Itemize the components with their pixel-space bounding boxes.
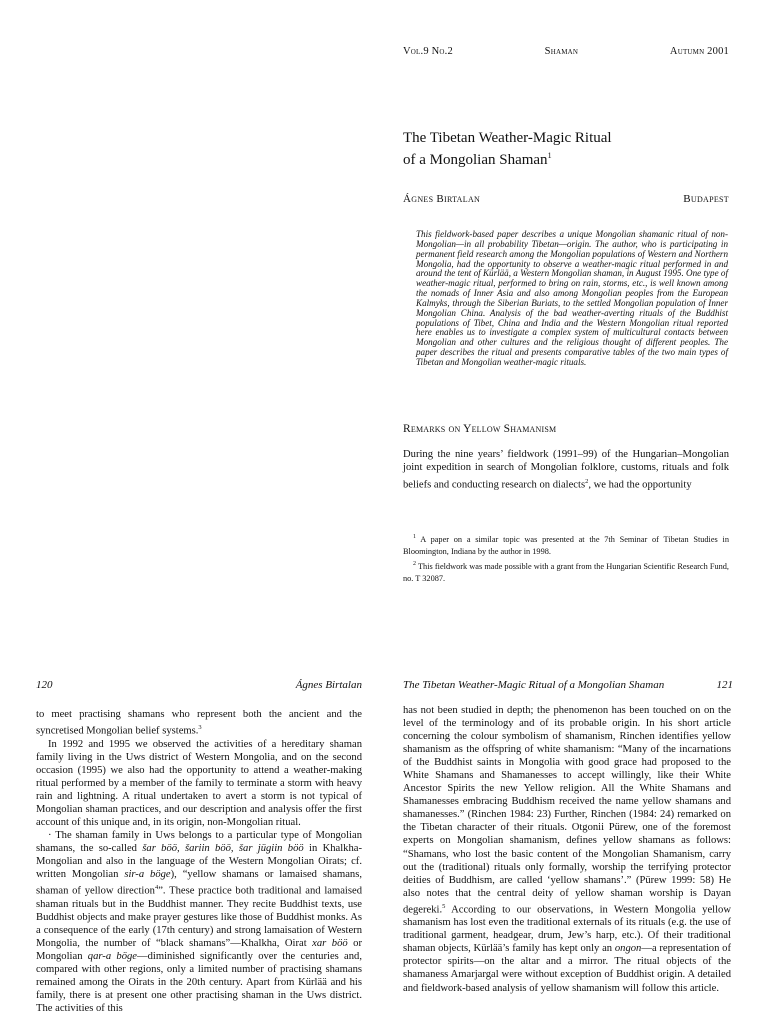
author-line bbox=[403, 193, 729, 205]
journal-issue: Autumn 2001 bbox=[669, 46, 729, 57]
right-running-title: The Tibetan Weather-Magic Ritual of a Mongolian Shaman bbox=[403, 679, 665, 691]
right-page-body bbox=[403, 704, 731, 995]
left-p3-text-d: ”. These practice both traditional and lamaised shaman rituals but in the Buddhist manner. They recite Buddhist texts, use Buddhist objects and make prayer gestures like those of Buddhist monks. As a consequence of the early (17th century) and strong lamaisation of Western Mongolia, the number of “black shamans”—Khalkha, Oirat bbox=[36, 885, 362, 949]
title-footnote-mark: 1 bbox=[547, 151, 552, 160]
running-head bbox=[403, 46, 729, 57]
right-text-c: —a representation of protector spirits—on the altar and a mirror. The ritual objects of the shamaness Amarjargal were without exception of Buddhist origin. A detailed and fieldwork-based analysis of yellow shamanism will follow this article. bbox=[403, 943, 731, 994]
author-name: Ágnes Birtalan bbox=[403, 193, 481, 205]
left-paragraph-2: In 1992 and 1995 we observed the activities of a hereditary shaman family living in the Uws district of Western Mongolia, and on the second occasion (1995) we also had the opportunity to attend a weather-making ritual performed by a member of the family to terminate a storm with heavy rain and lightning. A ritual undertaken to avert a storm is not typical of Mongolian shaman practices, and our description and analysis offer the first account of this unique and, in its origin, non-Mongolian ritual. bbox=[36, 738, 362, 828]
left-p3-text-c: ), “yellow shamans or lamaised shamans, shaman of yellow direction bbox=[36, 869, 363, 897]
article-title-line2: of a Mongolian Shaman bbox=[403, 152, 548, 168]
left-page-number: 120 bbox=[36, 679, 53, 691]
right-text-b: According to our observations, in Western Mongolia yellow shamanism has lost even the traditional externals of its rituals (e.g. the use of traditional garment, headgear, drum, Jew’s harp, etc.). Of their traditional shaman objects, Kürlää’s family has kept only an bbox=[403, 904, 731, 955]
footnote-1-mark: 1 bbox=[413, 534, 416, 540]
section-heading: Remarks on Yellow Shamanism bbox=[403, 423, 557, 435]
article-title-line1: The Tibetan Weather-Magic Ritual bbox=[403, 130, 612, 146]
left-p3-text-e: or Mongolian bbox=[36, 937, 362, 962]
term-xar-boo: xar böö bbox=[312, 937, 348, 949]
author-affiliation: Budapest bbox=[683, 193, 729, 205]
left-p3-text-f: —diminished significantly over the centuries and, compared with other regions, only a limited number of practising shamans remained among the Oirats in the 20th century. Apart from Kürlää and his family, there is at present one other practising shaman in the Uws district. The activities of this bbox=[36, 950, 362, 1015]
footnote-1 bbox=[403, 531, 729, 558]
footnote-2 bbox=[403, 558, 729, 585]
footnote-ref-5: 5 bbox=[442, 902, 446, 910]
left-running-author: Ágnes Birtalan bbox=[295, 679, 362, 691]
abstract: This fieldwork-based paper describes a unique Mongolian shamanic ritual of non-Mongolian—in all probability Tibetan—origin. The author, who is participating in permanent field research among the Mongolian populations of Western and Northern Mongolia, had the opportunity to observe a weather-magic ritual performed in and around the tent of Kürlää, a Western Mongolian shaman, in August 1995. One type of weather-magic ritual, performed to bring on rain, storms, etc., is well known among the nomads of Inner Asia and also among Mongolian peoples from the European Kalmyks, through the Siberian Buriats, to the settled Mongolian population of Inner Mongolian China. Analysis of the bad weather-averting rituals of the Buddhist populations of Tibet, China and India and the Western Mongolian ritual reported here enables us to investigate a complex system of multicultural contacts between Mongolian and other cultures and the religious thought of different peoples. The paper describes the ritual and presents comparative tables of the two main types of Tibetan and Mongolian weather-magic rituals. bbox=[416, 229, 728, 367]
intro-paragraph bbox=[403, 448, 729, 491]
right-page-header bbox=[403, 679, 733, 691]
footnote-ref-2: 2 bbox=[585, 477, 589, 485]
footnote-2-mark: 2 bbox=[413, 560, 416, 567]
left-paragraph-1 bbox=[36, 708, 362, 738]
term-qar-a-boge: qar-a böge bbox=[87, 950, 137, 962]
term-sir-a-boge: sir-a böge bbox=[124, 869, 171, 881]
right-text-a: has not been studied in depth; the phenomenon has been touched on on the level of the terminology and of its probable origin. In his short article concerning the colour symbolism of shamanism, Rinchen identifies yellow shamanism as the offspring of white shamanism: “Many of the incarnations of the Buddhist saints in Mongolia with good grace had proposed to the White Shamans and Shamanesses to accept willingly, like their White Ancestor Spirits the new Yellow religion. All the White Shamans and Shamanesses embracing Buddhism received the name yellow shamans and shamanesses.” (Rinchen 1984: 23) Further, Rinchen (1984: 24) remarked on the Tibetan character of their rituals. Otgonii Pürew, one of the foremost experts on Mongolian shamanism, defines yellow shamans as follows: “Shamans, who lost the basic content of the Mongolian Shamanism, carry out the (traditional) rituals only formally, worship the terrifying protector deities of Buddhism, are called ‘yellow shamans’.” (Pürew 1999: 58) He also notes that the central deity of yellow shaman worship is Dayan degereki. bbox=[403, 705, 731, 916]
footnote-ref-4: 4 bbox=[154, 884, 159, 892]
left-page-header bbox=[36, 679, 362, 691]
footnote-ref-3: 3 bbox=[198, 724, 202, 732]
left-p3-text-a: · The shaman family in Uws belongs to a particular type of Mongolian shamans, the so-called bbox=[36, 829, 362, 854]
footnotes bbox=[403, 531, 729, 585]
footnote-2-text: This fieldwork was made possible with a grant from the Hungarian Scientific Research Fund, no. T 32087. bbox=[403, 561, 729, 583]
footnote-1-text: A paper on a similar topic was presented at the 7th Seminar of Tibetan Studies in Bloomington, Indiana by the author in 1998. bbox=[403, 534, 729, 556]
left-p3-text-b: in Khalkha-Mongolian and also in the language of the Western Mongolian Oirats; cf. written Mongolian bbox=[36, 843, 362, 881]
journal-name: Shaman bbox=[544, 46, 579, 57]
left-paragraph-1-text: to meet practising shamans who represent both the ancient and the syncretised Mongolian belief systems. bbox=[36, 709, 362, 737]
journal-volume: Vol.9 No.2 bbox=[403, 46, 453, 57]
intro-text: During the nine years’ fieldwork (1991–99) of the Hungarian–Mongolian joint expedition in search of Mongolian folklore, customs, rituals and folk beliefs and conducting research on dialects bbox=[403, 449, 729, 491]
intro-text-end: , we had the opportunity bbox=[588, 479, 692, 491]
right-page-number: 121 bbox=[716, 679, 733, 691]
left-page-body bbox=[36, 708, 362, 1015]
left-paragraph-3 bbox=[36, 829, 362, 1015]
term-ongon: ongon bbox=[614, 943, 642, 955]
term-shar-boo: šar böö, šariin böö, šar jügiin böö bbox=[142, 843, 304, 854]
article-title bbox=[403, 129, 733, 169]
